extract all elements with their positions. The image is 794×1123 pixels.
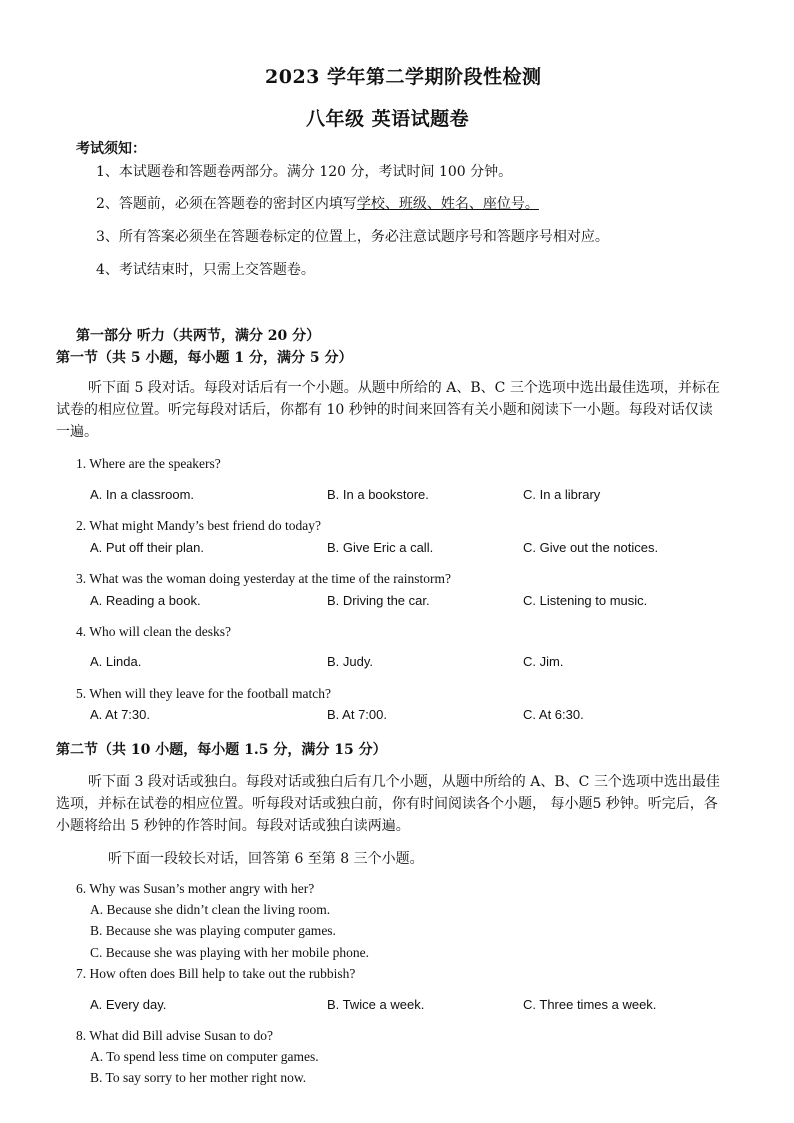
q6-option-a: A. Because she didn’t clean the living room. bbox=[90, 902, 331, 917]
notice-item-3: 3、所有答案必须坐在答题卷标定的位置上，务必注意试题序号和答题序号相对应。 bbox=[96, 229, 609, 245]
q3-option-a: A. Reading a book. bbox=[90, 593, 201, 608]
question-8: 8. What did Bill advise Susan to do? bbox=[76, 1028, 273, 1043]
exam-title: 2023 学年第二学期阶段性检测 bbox=[265, 66, 542, 88]
question-4: 4. Who will clean the desks? bbox=[76, 624, 231, 639]
question-2: 2. What might Mandy’s best friend do today? bbox=[76, 518, 321, 533]
question-5: 5. When will they leave for the football match? bbox=[76, 686, 332, 701]
notice-item-4: 4、考试结束时，只需上交答题卷。 bbox=[96, 262, 315, 278]
notice-heading: 考试须知： bbox=[76, 141, 146, 157]
section2-heading bbox=[56, 739, 387, 759]
exam-subtitle: 八年级 英语试题卷 bbox=[306, 108, 470, 130]
part1-heading: 第一部分 听力（共两节，满分 20 分） bbox=[76, 328, 321, 344]
question-7: 7. How often does Bill help to take out the rubbish? bbox=[76, 966, 356, 981]
q8-option-a: A. To spend less time on computer games. bbox=[90, 1049, 319, 1064]
q3-option-c: C. Listening to music. bbox=[523, 593, 648, 608]
q4-option-a: A. Linda. bbox=[90, 654, 142, 669]
q4-option-c: C. Jim. bbox=[523, 654, 564, 669]
q4-option-b: B. Judy. bbox=[327, 654, 374, 669]
section2-sub-instruction: 听下面一段较长对话，回答第 6 至第 8 三个小题。 bbox=[108, 851, 424, 867]
section1-instructions: 听下面 5 段对话。每段对话后有一个小题。从题中所给的 A、B、C 三个选项中选出最佳选项，并标在试卷的相应位置。听完每段对话后，你都有 10 秒钟的时间来回答有关小题和阅读下一小题。每段对话仅读一遍。 bbox=[56, 380, 720, 440]
q2-option-b: B. Give Eric a call. bbox=[327, 540, 434, 555]
question-3: 3. What was the woman doing yesterday at the time of the rainstorm? bbox=[76, 571, 452, 586]
q2-option-c: C. Give out the notices. bbox=[523, 540, 659, 555]
notice-item-2 bbox=[96, 193, 539, 213]
q6-option-c: C. Because she was playing with her mobile phone. bbox=[90, 945, 369, 960]
q5-option-a: A. At 7:30. bbox=[90, 707, 150, 722]
question-6: 6. Why was Susan’s mother angry with her? bbox=[76, 881, 315, 896]
section1-heading-text: 第一节（共 5 小题，每小题 1 分，满分 5 分） bbox=[56, 350, 353, 366]
q7-option-c: C. Three times a week. bbox=[523, 997, 657, 1012]
q3-option-b: B. Driving the car. bbox=[327, 593, 430, 608]
q1-option-a: A. In a classroom. bbox=[90, 487, 195, 502]
question-1: 1. Where are the speakers? bbox=[76, 456, 221, 471]
section2-heading-text: 第二节（共 10 小题，每小题 1.5 分，满分 15 分） bbox=[56, 742, 387, 758]
q7-option-a: A. Every day. bbox=[90, 997, 167, 1012]
q7-option-b: B. Twice a week. bbox=[327, 997, 425, 1012]
q1-option-c: C. In a library bbox=[523, 487, 601, 502]
section2-instructions: 听下面 3 段对话或独白。每段对话或独白后有几个小题，从题中所给的 A、B、C 三个选项中选出最佳选项，并标在试卷的相应位置。听每段对话或独白前，你有时间阅读各个小题， 每小题5 秒钟。听完后，各小题将给出 5 秒钟的作答时间。每段对话或独白读两遍。 bbox=[56, 774, 720, 834]
q2-option-a: A. Put off their plan. bbox=[90, 540, 204, 555]
section1-heading bbox=[56, 347, 352, 367]
q6-option-b: B. Because she was playing computer games. bbox=[90, 923, 336, 938]
q5-option-c: C. At 6:30. bbox=[523, 707, 584, 722]
notice-item-1: 1、本试题卷和答题卷两部分。满分 120 分，考试时间 100 分钟。 bbox=[96, 164, 513, 180]
q1-option-b: B. In a bookstore. bbox=[327, 487, 429, 502]
q8-option-b: B. To say sorry to her mother right now. bbox=[90, 1070, 307, 1085]
q5-option-b: B. At 7:00. bbox=[327, 707, 387, 722]
notice-item-2-text: 2、答题前，必须在答题卷的密封区内填写 bbox=[96, 196, 357, 212]
notice-item-2-underlined: 学校、班级、姓名、座位号。 bbox=[356, 196, 539, 212]
